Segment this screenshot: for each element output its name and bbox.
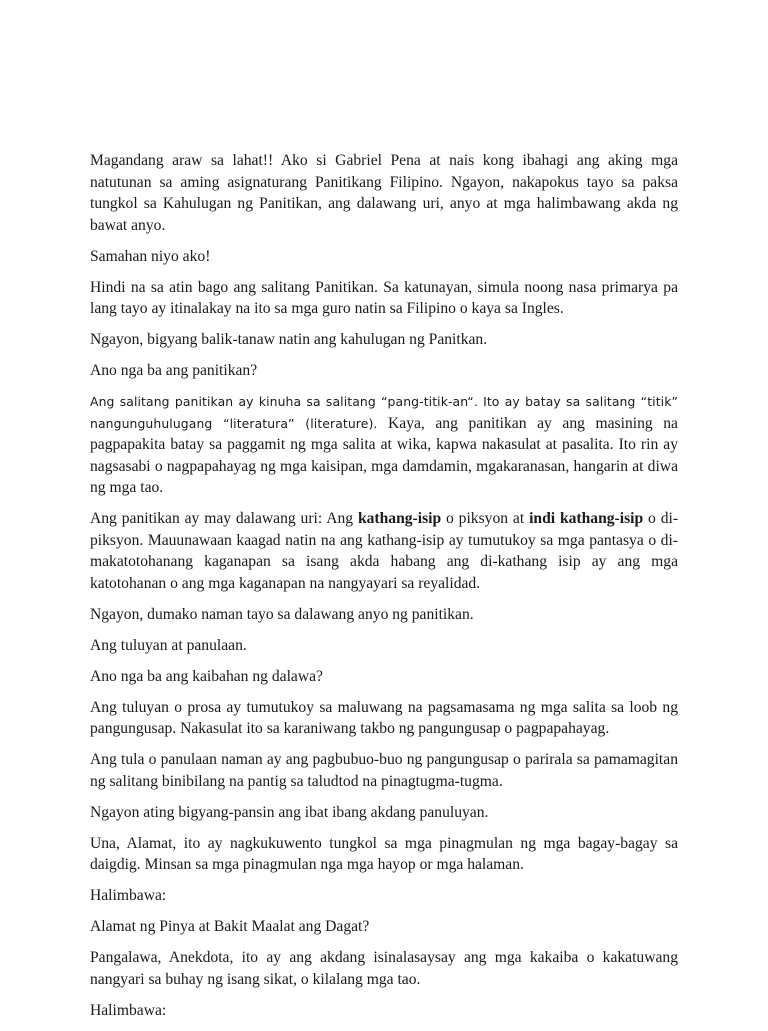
types-intro: Ang panitikan ay may dalawang uri: Ang — [90, 510, 358, 527]
term-kathang-isip: kathang-isip — [357, 510, 442, 527]
example-label-2: Halimbawa: — [90, 1001, 167, 1019]
intro-paragraph: Magandang araw sa lahat!! Ako si Gabriel Pena at nais kong ibahagi ang aking mga natutunan sa aming asignaturang Panitikang Filipino. Ngayon, nakapokus tayo sa paksa tungkol sa Kahulugan ng Panitikan, ang dalawang uri, anyo at mga halimbawang akda ng bawat anyo. — [90, 152, 678, 234]
question-what-is-panitikan: Ano nga ba ang panitikan? — [90, 362, 258, 379]
poetry-paragraph: Ang tula o panulaan naman ay ang pagbubuo-buo ng pangungusap o parirala sa pamamagitan ng salitang binibilang na pantig sa taludtod na pinagtugma-tugma. — [90, 751, 678, 790]
definition-explanation: Kaya, ang panitikan ay ang masining na pagpapakita batay sa paggamit ng mga salita at wika, kapwa nakasulat at pasalita. Ito rin ay nagsasabi o nagpapahayag ng mga kaisipan, mga damdamin, mgakaranasan, hangarin at diwa ng mga tao. — [90, 414, 678, 496]
alamat-paragraph: Una, Alamat, ito ay nagkukuwento tungkol sa mga pinagmulan ng mga bagay-bagay sa daigdig. Minsan sa mga pinagmulan nga mga hayop or mga halaman. — [90, 834, 678, 873]
example-label-1: Halimbawa: — [90, 887, 167, 904]
alamat-example: Alamat ng Pinya at Bakit Maalat ang Dagat? — [90, 918, 370, 935]
invitation-line: Samahan niyo ako! — [90, 247, 211, 265]
review-line: Ngayon, bigyang balik-tanaw natin ang kahulugan ng Panitkan. — [90, 331, 488, 348]
prose-paragraph: Ang tuluyan o prosa ay tumutukoy sa maluwang na pagsamasama ng mga salita sa loob ng pangungusap. Nakasulat ito sa karaniwang takbo ng pangungusap o pagpapahayag. — [90, 698, 678, 737]
types-explanation: o di-piksyon. Mauunawaan kaagad natin na ang kathang-isip ay tumutukoy sa mga pantasya o di-makatotohanang kaganapan sa isang akda habang ang di-kathang isip ay ang mga katotohanan o ang mga kaganapan na nangyayari sa reyalidad. — [90, 510, 679, 592]
prose-works-intro: Ngayon ating bigyang-pansin ang ibat ibang akdang panuluyan. — [90, 803, 489, 821]
question-difference: Ano nga ba ang kaibahan ng dalawa? — [90, 667, 323, 685]
definition-paragraph — [90, 391, 678, 499]
forms-intro-line: Ngayon, dumako naman tayo sa dalawang anyo ng panitikan. — [90, 605, 474, 623]
anekdota-paragraph: Pangalawa, Anekdota, ito ay ang akdang isinalasaysay ang mga kakaiba o kakatuwang nangyari sa buhay ng isang sikat, o kilalang mga tao. — [90, 949, 678, 988]
types-connector: o piksyon at — [441, 510, 530, 527]
document-body — [90, 150, 678, 1031]
term-indi-kathang-isip: indi kathang-isip — [529, 510, 644, 527]
background-paragraph: Hindi na sa atin bago ang salitang Panitikan. Sa katunayan, simula noong nasa primarya pa lang tayo ay itinalakay na ito sa mga guro natin sa Filipino o kaya sa Ingles. — [90, 278, 678, 317]
forms-list-line: Ang tuluyan at panulaan. — [90, 636, 247, 654]
definition-etymology: Ang salitang panitikan ay kinuha sa salitang “pang-titik-an“. Ito ay batay sa salitang “titik” nangunguhulugang “literatura” (literature). — [90, 394, 678, 431]
types-paragraph — [90, 508, 678, 594]
